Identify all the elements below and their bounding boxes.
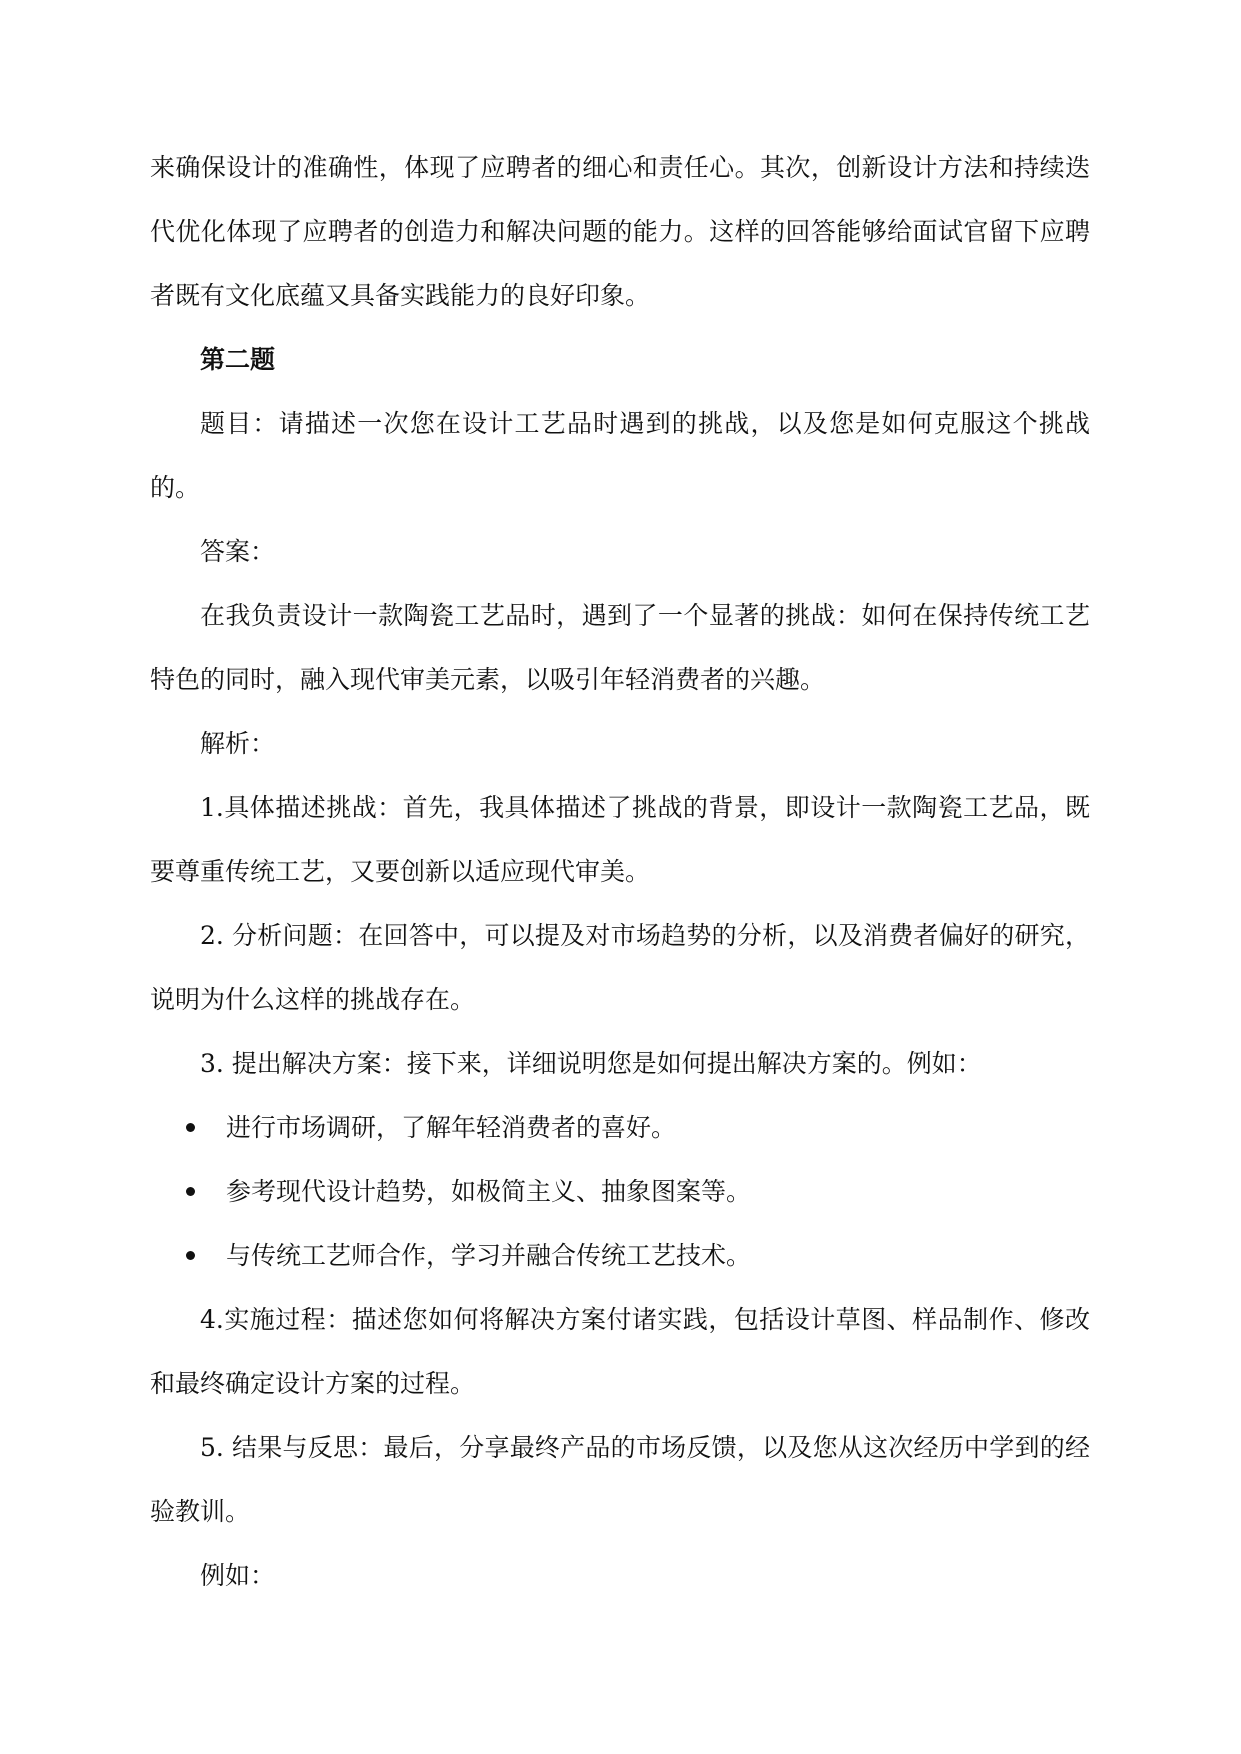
bullet-dot-icon (186, 1123, 195, 1132)
section-heading: 第二题 (200, 345, 276, 374)
bullet-item (150, 1096, 1090, 1160)
analysis-label: 解析： (200, 729, 276, 758)
analysis-point-3: 3. 提出解决方案：接下来，详细说明您是如何提出解决方案的。例如： (200, 1049, 982, 1078)
analysis-point-2: 2. 分析问题：在回答中，可以提及对市场趋势的分析，以及消费者偏好的研究，说明为什么这样的挑战存在。 (150, 921, 1090, 1014)
document-page (150, 136, 1090, 1608)
bullet-dot-icon (186, 1187, 195, 1196)
bullet-text: 参考现代设计趋势，如极简主义、抽象图案等。 (226, 1177, 752, 1206)
analysis-point-1: 1.具体描述挑战：首先，我具体描述了挑战的背景，即设计一款陶瓷工艺品，既要尊重传统工艺，又要创新以适应现代审美。 (150, 793, 1090, 886)
continuation-paragraph: 来确保设计的准确性，体现了应聘者的细心和责任心。其次，创新设计方法和持续迭代优化体现了应聘者的创造力和解决问题的能力。这样的回答能够给面试官留下应聘者既有文化底蕴又具备实践能力的良好印象。 (150, 153, 1090, 310)
question-text: 题目：请描述一次您在设计工艺品时遇到的挑战，以及您是如何克服这个挑战的。 (150, 409, 1090, 502)
bullet-text: 进行市场调研，了解年轻消费者的喜好。 (226, 1113, 677, 1142)
example-label: 例如： (200, 1561, 276, 1590)
bullet-text: 与传统工艺师合作，学习并融合传统工艺技术。 (226, 1241, 752, 1270)
analysis-point-4: 4.实施过程：描述您如何将解决方案付诸实践，包括设计草图、样品制作、修改和最终确定设计方案的过程。 (150, 1305, 1090, 1398)
bullet-item (150, 1224, 1090, 1288)
bullet-dot-icon (186, 1251, 195, 1260)
answer-label: 答案： (200, 537, 276, 566)
bullet-item (150, 1160, 1090, 1224)
analysis-point-5: 5. 结果与反思：最后，分享最终产品的市场反馈，以及您从这次经历中学到的经验教训。 (150, 1433, 1090, 1526)
answer-text: 在我负责设计一款陶瓷工艺品时，遇到了一个显著的挑战：如何在保持传统工艺特色的同时，融入现代审美元素，以吸引年轻消费者的兴趣。 (150, 601, 1090, 694)
